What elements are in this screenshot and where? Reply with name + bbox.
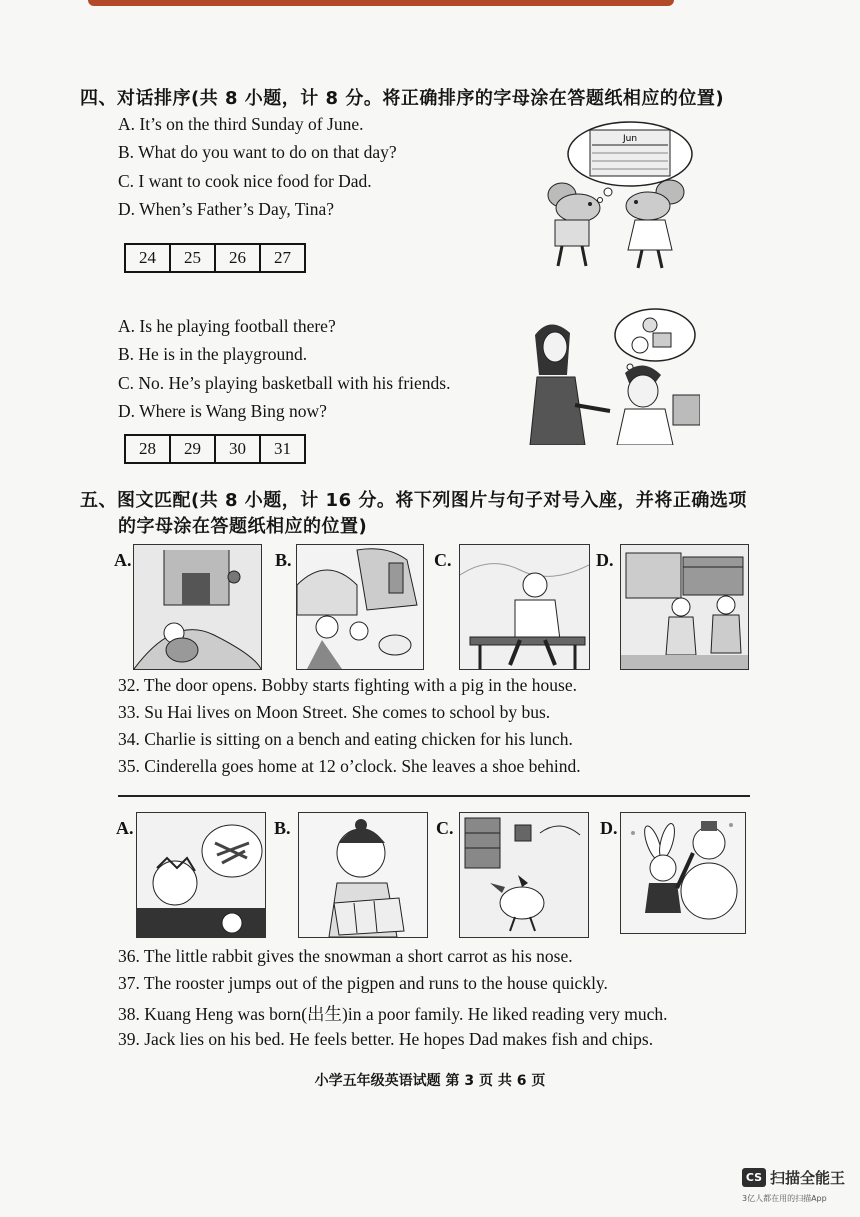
teacher-boy-illustration	[525, 305, 700, 445]
dialogue1-line-a: A. It’s on the third Sunday of June.	[118, 114, 364, 134]
camscanner-name: 扫描全能王	[770, 1169, 846, 1187]
answer-cell[interactable]: 24	[125, 244, 170, 272]
picture-rooster-pigpen	[459, 812, 589, 938]
answer-cell[interactable]: 25	[170, 244, 215, 272]
picture-cinderella	[296, 544, 424, 670]
picture-su-hai-bus	[620, 544, 749, 670]
dialogue1-line-c: C. I want to cook nice food for Dad.	[118, 171, 372, 191]
answer-table-2	[124, 434, 306, 464]
picture-jack-bed	[136, 812, 266, 938]
picture-label: A.	[114, 550, 132, 570]
section4-title: 四、对话排序(共 8 小题，计 8 分。将正确排序的字母涂在答题纸相应的位置)	[80, 88, 725, 109]
dialogue1-line-b: B. What do you want to do on that day?	[118, 142, 397, 162]
answer-cell[interactable]: 30	[215, 435, 260, 463]
camscanner-logo: CS	[742, 1168, 766, 1187]
picture-label: C.	[436, 818, 454, 838]
dialogue2-line-d: D. Where is Wang Bing now?	[118, 401, 327, 421]
page-footer: 小学五年级英语试题 第 3 页 共 6 页	[314, 1073, 546, 1089]
sentence-39: 39. Jack lies on his bed. He feels better. He hopes Dad makes fish and chips.	[118, 1029, 654, 1049]
answer-cell[interactable]: 27	[260, 244, 305, 272]
dialogue2-line-a: A. Is he playing football there?	[118, 316, 336, 336]
dialogue2-line-b: B. He is in the playground.	[118, 344, 308, 364]
answer-cell[interactable]: 26	[215, 244, 260, 272]
answer-table-1	[124, 243, 306, 273]
picture-label: B.	[274, 818, 291, 838]
mice-calendar-illustration	[520, 120, 710, 275]
sentence-33: 33. Su Hai lives on Moon Street. She comes to school by bus.	[118, 702, 551, 722]
picture-label: A.	[116, 818, 134, 838]
picture-label: B.	[275, 550, 292, 570]
calendar-month: Jun	[622, 134, 638, 144]
dialogue1-line-d: D. When’s Father’s Day, Tina?	[118, 199, 334, 219]
picture-bobby-pig	[133, 544, 262, 670]
picture-rabbit-snowman	[620, 812, 746, 934]
camscanner-tagline: 3亿人都在用的扫描App	[742, 1194, 827, 1203]
picture-label: D.	[600, 818, 618, 838]
section5-title-line1: 五、图文匹配(共 8 小题，计 16 分。将下列图片与句子对号入座，并将正确选项	[80, 490, 747, 511]
sentence-38: 38. Kuang Heng was born(出生)in a poor family. He liked reading very much.	[118, 1004, 668, 1024]
picture-charlie-bench	[459, 544, 590, 670]
answer-cell[interactable]: 29	[170, 435, 215, 463]
answer-cell[interactable]: 28	[125, 435, 170, 463]
picture-kuang-heng	[298, 812, 428, 938]
top-color-band	[88, 0, 674, 6]
dialogue2-line-c: C. No. He’s playing basketball with his friends.	[118, 373, 451, 393]
section5-title-line2: 的字母涂在答题纸相应的位置)	[118, 516, 368, 537]
picture-label: C.	[434, 550, 452, 570]
sentence-32: 32. The door opens. Bobby starts fighting with a pig in the house.	[118, 675, 578, 695]
divider-line	[118, 795, 750, 797]
answer-cell[interactable]: 31	[260, 435, 305, 463]
sentence-35: 35. Cinderella goes home at 12 o’clock. She leaves a shoe behind.	[118, 756, 581, 776]
sentence-34: 34. Charlie is sitting on a bench and eating chicken for his lunch.	[118, 729, 573, 749]
picture-label: D.	[596, 550, 614, 570]
sentence-37: 37. The rooster jumps out of the pigpen and runs to the house quickly.	[118, 973, 608, 993]
sentence-36: 36. The little rabbit gives the snowman a short carrot as his nose.	[118, 946, 573, 966]
